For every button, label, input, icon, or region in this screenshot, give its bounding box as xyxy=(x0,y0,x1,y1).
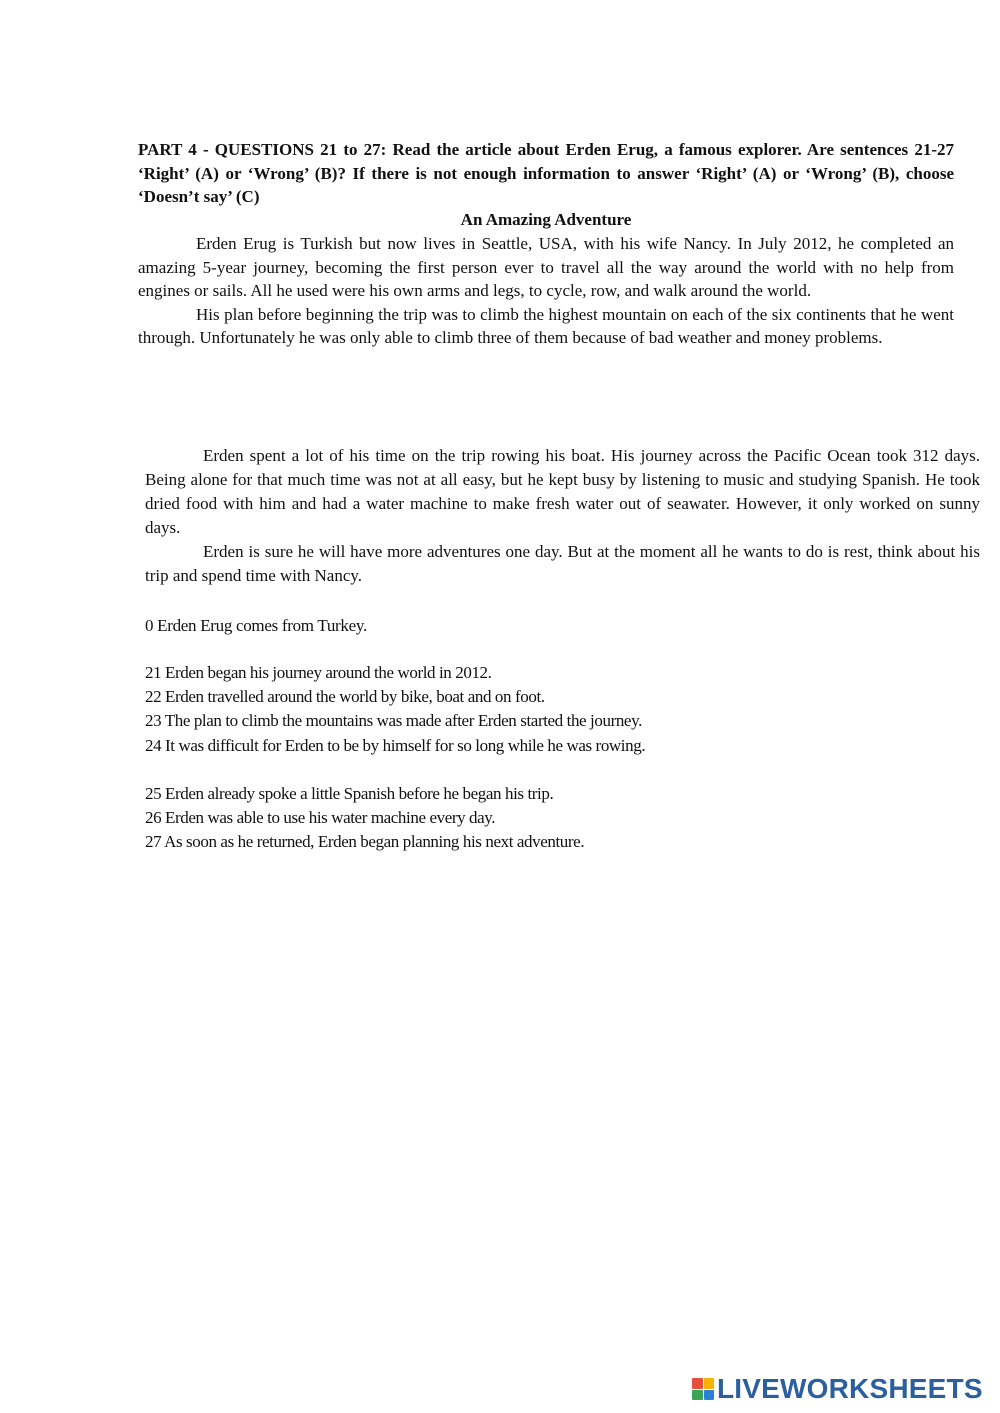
article-paragraph-1: Erden Erug is Turkish but now lives in Seattle, USA, with his wife Nancy. In July 2012, he completed an amazing 5-year journey, becoming the first person ever to travel all the way around the world with no help from engines or sails. All he used were his own arms and legs, to cycle, row, and walk around the world. xyxy=(138,234,954,300)
article-top xyxy=(138,232,954,350)
article-bottom xyxy=(145,444,980,588)
instructions-heading: PART 4 - QUESTIONS 21 to 27: Read the article about Erden Erug, a famous explorer. Are sentences 21-27 ‘Right’ (A) or ‘Wrong’ (B)? If there is not enough information to answer ‘Right’ (A) or ‘Wrong’ (B), choose ‘Doesn’t say’ (C) xyxy=(138,140,954,206)
logo-mark-icon xyxy=(692,1378,714,1400)
article-title: An Amazing Adventure xyxy=(460,210,632,229)
question-26: 26 Erden was able to use his water machine every day. xyxy=(145,808,496,828)
question-21: 21 Erden began his journey around the world in 2012. xyxy=(145,663,492,682)
article-paragraph-4: Erden is sure he will have more adventures one day. But at the moment all he wants to do is rest, think about his trip and spend time with Nancy. xyxy=(145,542,980,585)
question-23: 23 The plan to climb the mountains was made after Erden started the journey. xyxy=(145,711,642,731)
logo-text: LIVEWORKSHEETS xyxy=(717,1373,983,1404)
article-paragraph-3: Erden spent a lot of his time on the trip rowing his boat. His journey across the Pacific Ocean took 312 days. Being alone for that much time was not at all easy, but he kept busy by listening to music and studying Spanish. He took dried food with him and had a water machine to make fresh water out of seawater. However, it only worked on sunny days. xyxy=(145,446,980,537)
question-22: 22 Erden travelled around the world by bike, boat and on foot. xyxy=(145,687,545,707)
logo-square-icon xyxy=(692,1378,703,1389)
article-paragraph-2: His plan before beginning the trip was to climb the highest mountain on each of the six continents that he went through. Unfortunately he was only able to climb three of them because of bad weather and money problems. xyxy=(138,304,954,347)
logo-square-icon xyxy=(704,1390,715,1401)
question-27: 27 As soon as he returned, Erden began planning his next adventure. xyxy=(145,832,585,852)
logo-square-icon xyxy=(704,1378,715,1389)
example-sentence: 0 Erden Erug comes from Turkey. xyxy=(145,616,367,635)
question-list xyxy=(145,661,645,854)
question-24: 24 It was difficult for Erden to be by himself for so long while he was rowing. xyxy=(145,735,646,755)
question-25: 25 Erden already spoke a little Spanish before he began his trip. xyxy=(145,783,554,803)
logo-square-icon xyxy=(692,1390,703,1401)
liveworksheets-logo xyxy=(692,1373,983,1405)
